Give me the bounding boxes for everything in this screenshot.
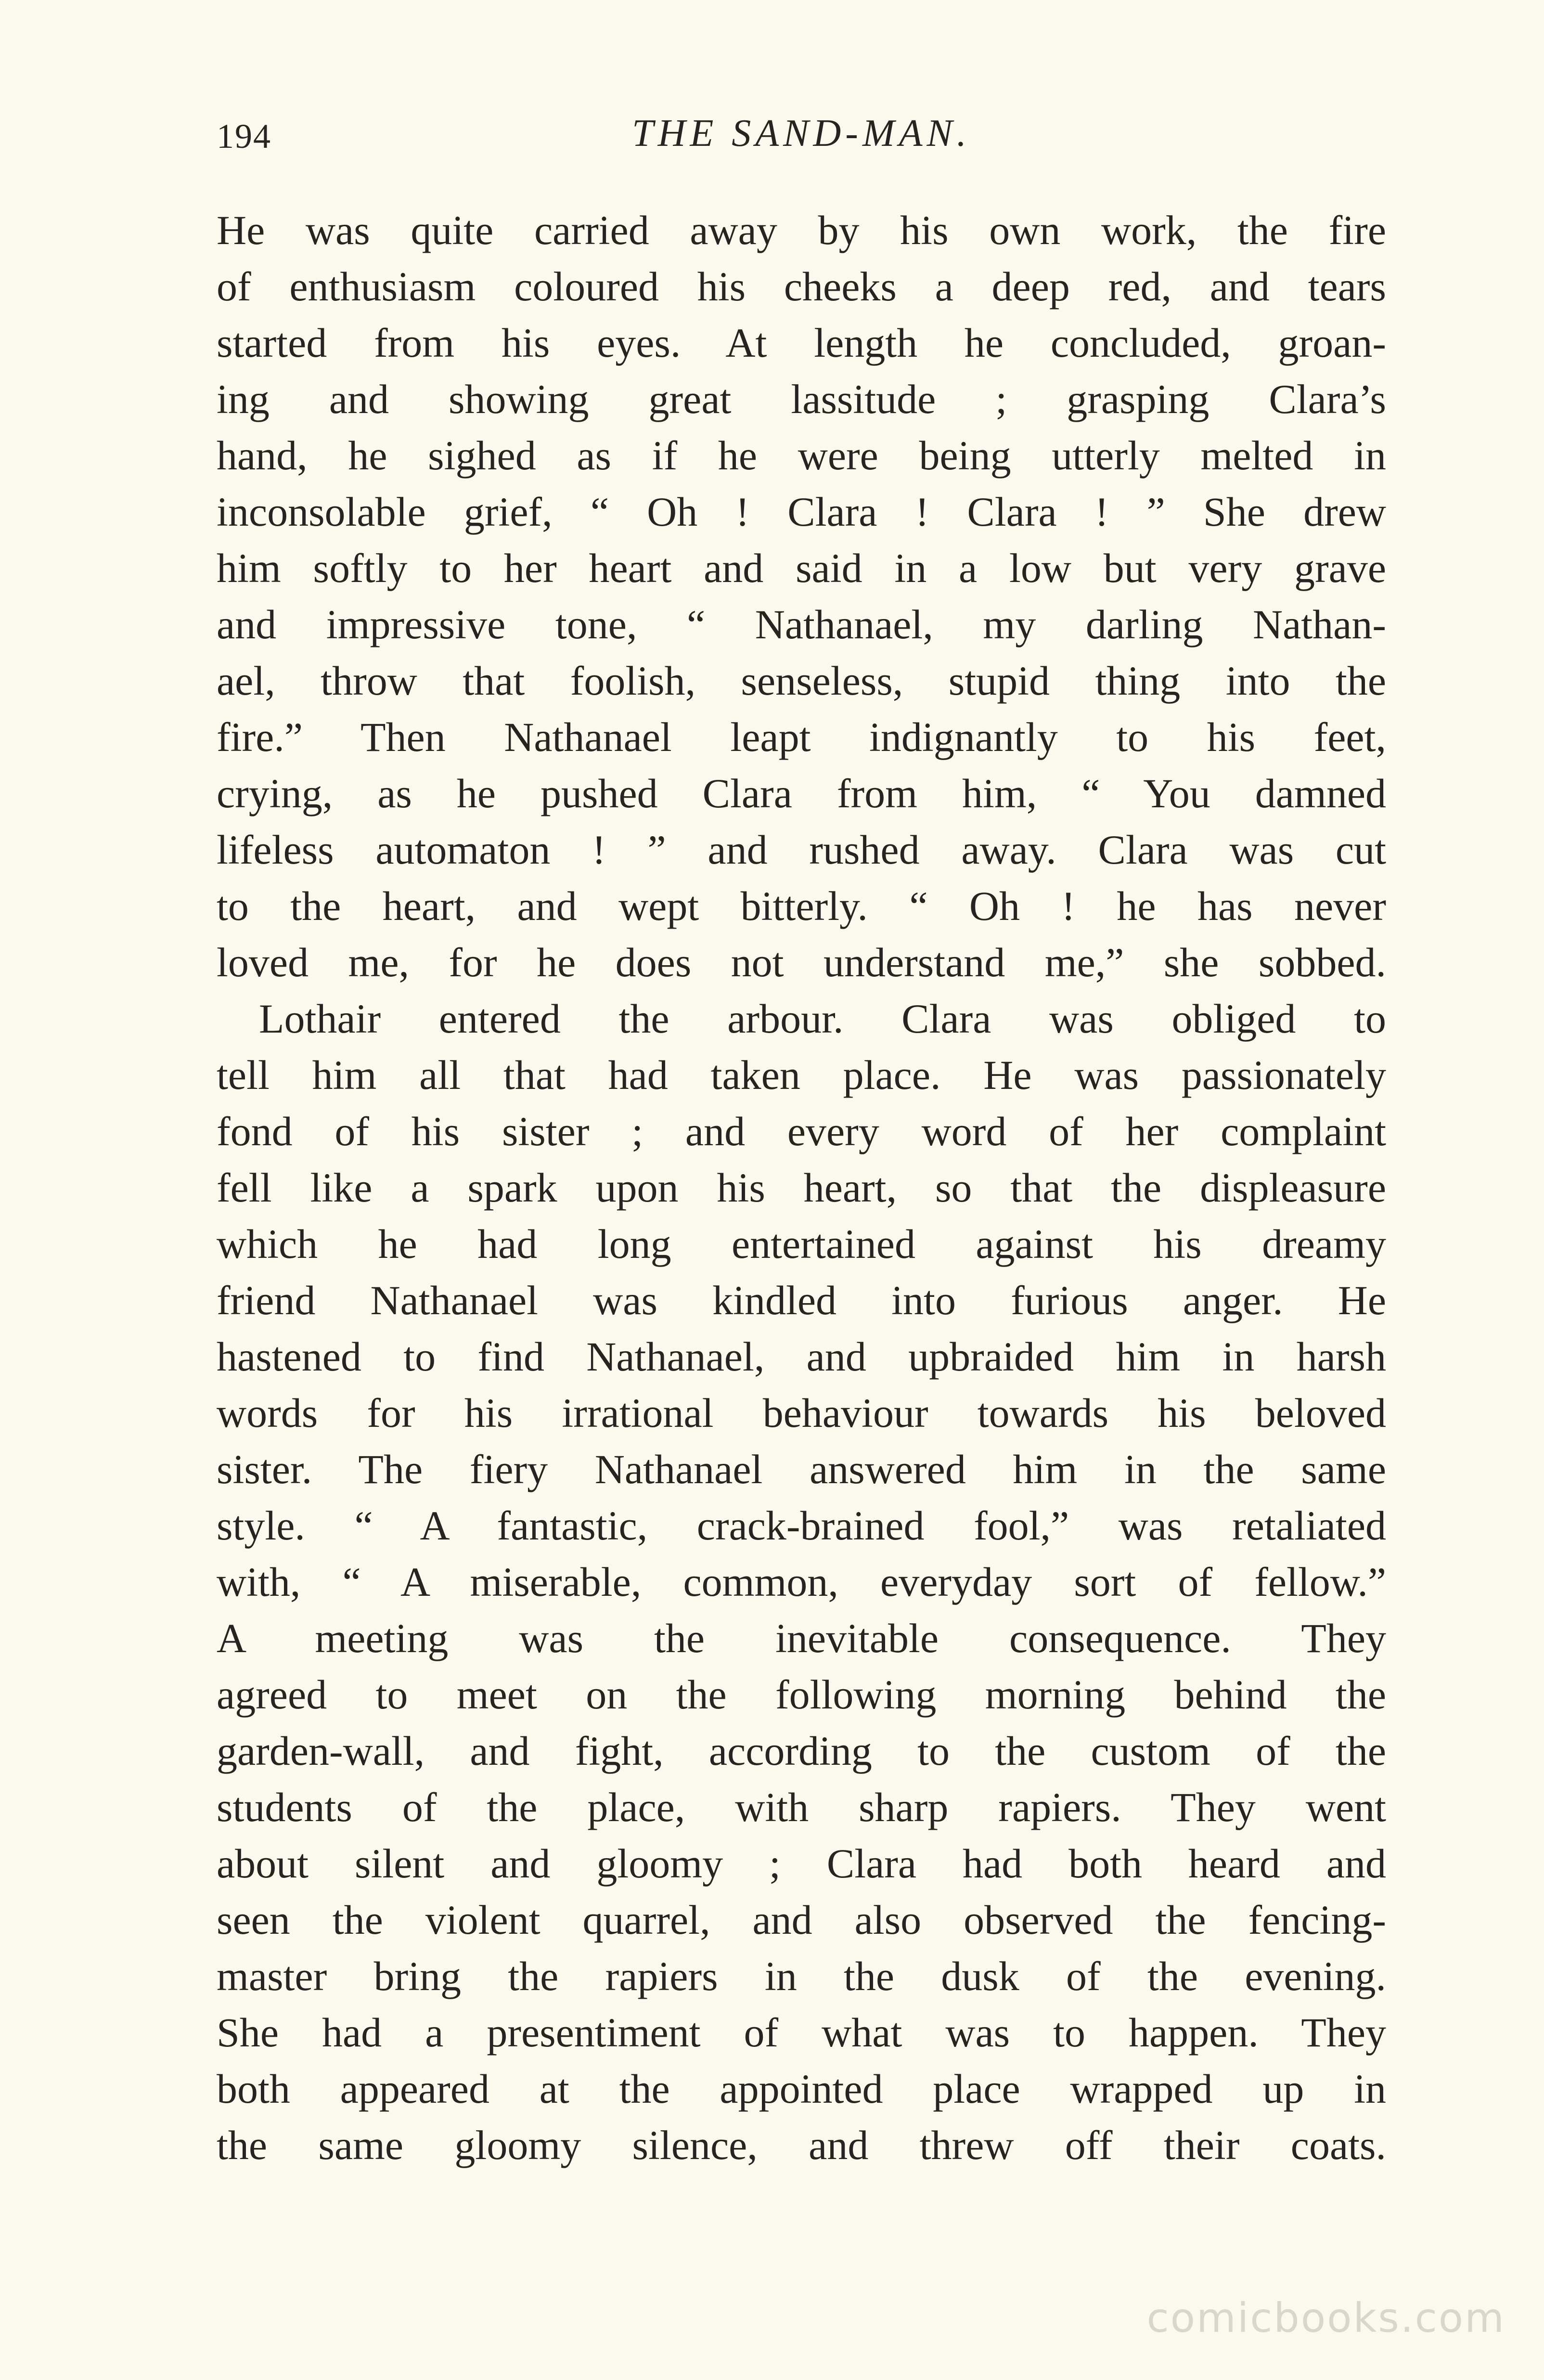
text-line: Lothair entered the arbour. Clara was obliged to <box>259 996 1386 1042</box>
text-line: tell him all that had taken place. He was passionately <box>217 1052 1386 1098</box>
paragraph <box>217 202 1386 991</box>
text-line: seen the violent quarrel, and also observed the fencing- <box>217 1897 1386 1943</box>
text-line: agreed to meet on the following morning behind the <box>217 1671 1386 1718</box>
text-line: of enthusiasm coloured his cheeks a deep red, and tears <box>217 263 1386 310</box>
text-line: to the heart, and wept bitterly. “ Oh ! he has never <box>217 883 1386 929</box>
page-number: 194 <box>217 117 271 155</box>
text-line: loved me, for he does not understand me,” she sobbed. <box>217 939 1386 985</box>
text-line: words for his irrational behaviour towards his beloved <box>217 1390 1386 1436</box>
paragraph <box>217 991 1386 2173</box>
text-line: and impressive tone, “ Nathanael, my darling Nathan- <box>217 601 1386 647</box>
text-line: with, “ A miserable, common, everyday sort of fellow.” <box>217 1559 1386 1605</box>
running-head <box>217 112 1386 169</box>
watermark: comicbooks.com <box>1146 2294 1505 2341</box>
text-line: fire.” Then Nathanael leapt indignantly to his feet, <box>217 714 1386 760</box>
text-line: hand, he sighed as if he were being utterly melted in <box>217 432 1386 479</box>
text-line: both appeared at the appointed place wrapped up in <box>217 2066 1386 2112</box>
text-line: He was quite carried away by his own work, the fire <box>217 207 1386 253</box>
text-line: A meeting was the inevitable consequence. They <box>217 1615 1386 1661</box>
text-line: him softly to her heart and said in a low but very grave <box>217 545 1386 591</box>
text-line: ael, throw that foolish, senseless, stupid thing into the <box>217 658 1386 704</box>
text-line: hastened to find Nathanael, and upbraided him in harsh <box>217 1333 1386 1380</box>
text-line: started from his eyes. At length he concluded, groan- <box>217 320 1386 366</box>
text-line: garden-wall, and fight, according to the custom of the <box>217 1728 1386 1774</box>
text-line: which he had long entertained against his dreamy <box>217 1221 1386 1267</box>
text-line: ing and showing great lassitude ; grasping Clara’s <box>217 376 1386 422</box>
text-line: students of the place, with sharp rapiers. They went <box>217 1784 1386 1830</box>
text-line: about silent and gloomy ; Clara had both heard and <box>217 1840 1386 1887</box>
body-text <box>217 202 1386 2173</box>
text-line: the same gloomy silence, and threw off their coats. <box>217 2122 1386 2168</box>
text-line: crying, as he pushed Clara from him, “ You damned <box>217 770 1386 816</box>
text-line: sister. The fiery Nathanael answered him in the same <box>217 1446 1386 1492</box>
text-line: fond of his sister ; and every word of her complaint <box>217 1108 1386 1154</box>
text-line: inconsolable grief, “ Oh ! Clara ! Clara ! ” She drew <box>217 489 1386 535</box>
text-line: lifeless automaton ! ” and rushed away. Clara was cut <box>217 827 1386 873</box>
text-line: friend Nathanael was kindled into furious anger. He <box>217 1277 1386 1323</box>
text-line: master bring the rapiers in the dusk of the evening. <box>217 1953 1386 1999</box>
text-line: She had a presentiment of what was to happen. They <box>217 2009 1386 2056</box>
text-line: fell like a spark upon his heart, so that the displeasure <box>217 1164 1386 1211</box>
running-title: THE SAND-MAN. <box>632 112 971 155</box>
text-line: style. “ A fantastic, crack-brained fool,” was retaliated <box>217 1502 1386 1549</box>
